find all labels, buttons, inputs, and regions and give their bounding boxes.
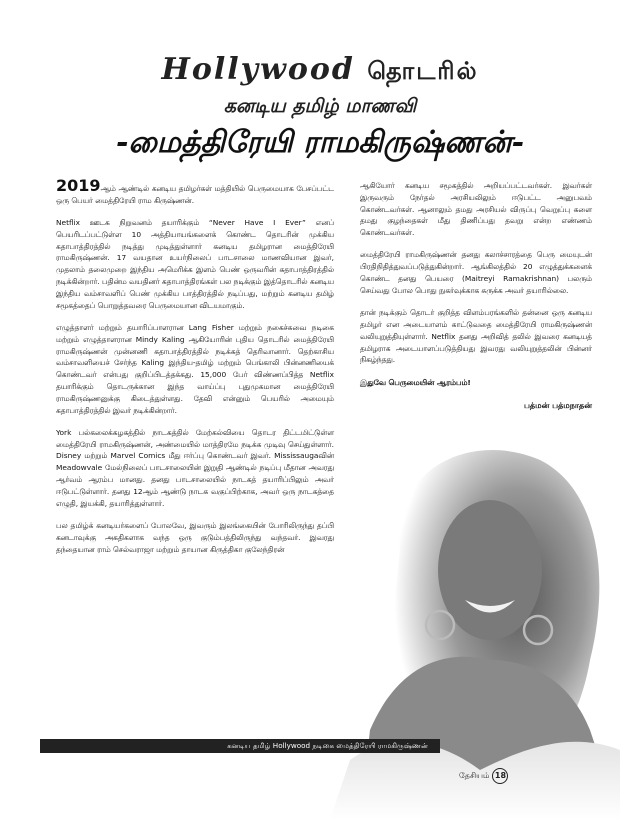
- paragraph: ஆகியோர் கனடிய சமூகத்தில் அறியப்பட்டவர்கள். இவர்கள் இருவரும் நேர்தல் அரசியலிலும் ஈடுபட்ட அனுபவம் கொண்டவர்கள். ஆனாலும் தமது அரசியல் விருப்பு வெறுப்பு களை தமது குழந்தைகள் மீது திணிப்பது தவறு என்ற எண்ணம் கொண்டவர்கள்.: [360, 181, 592, 238]
- photo-caption: கனடிய தமிழ் Hollywood நடிகை மைத்திரேயி ராமகிருஷ்ணன்: [40, 739, 440, 753]
- closing-line: இதுவே பெருமையின் ஆரம்பம்!: [360, 377, 471, 387]
- left-column: [56, 176, 334, 566]
- author-byline: பத்மன் பத்மநாதன்: [523, 401, 592, 411]
- paragraph: Netflix ஊடக நிறுவனம் தயாரிக்கும் “Never Have I Ever” எனப் பெயரிடப்பட்டுள்ள 10 அத்தியாயங்களைக் கொண்ட தொடரின் முக்கிய கதாபாத்திரத்தில் நடித்து முடித்துள்ளார் கனடிய தமிழரான மைத்திரேயி ராமகிருஷ்ணன். 17 வயதான உயர்நிலைப் பாடசாலை மாணவியான இவர், முதலாம் தலைமுறை இந்திய அமெரிக்க இளம் பெண் ஒருவரின் கதாபாத்திரத்தில் நடிக்கின்றார். பதின்ம வயதினர் கதாபாத்திரங்கள் பல நடிக்கும் இத்தொடரில் கனடிய இந்திய வம்சாவளிப் பெண் முக்கிய பாத்திரத்தில் நடிப்பது, மற்றும் கனடிய தமிழ் சமூகத்தைப் பொறுத்தவரை பெருமையான விடயமாகும்.: [56, 218, 334, 310]
- magazine-name: தேசியம்: [459, 771, 490, 780]
- headline-series: தொடரில்: [367, 56, 479, 85]
- page-number: 18: [492, 768, 508, 784]
- paragraph: மைத்திரேயி ராமகிருஷ்ணன் தனது கலாச்சாரத்தை பெரு மையுடன் பிரதிநிதித்துவப்படுத்துகின்றார். ஆங்கிலத்தில் 20 எழுத்துக்களைக் கொண்ட தனது பெயரை (Maitreyi Ramakrishnan) பலரும் செய்வது போல பொது நுகர்வுக்காக சுருக்க அவர் தயாரில்லை.: [360, 250, 592, 295]
- intro-year: 2019: [56, 176, 101, 195]
- headline-name: -மைத்திரேயி ராமகிருஷ்ணன்-: [115, 125, 525, 160]
- intro-paragraph: [56, 176, 334, 207]
- headline-hollywood: Hollywood: [161, 52, 355, 87]
- headline-line2: கனடிய தமிழ் மாணவி: [223, 95, 417, 117]
- article-header: [0, 52, 640, 163]
- paragraph: பல தமிழ்க் கனடியர்களைப் போலவே, இவரும் இலங்கையின் போரிலிருந்து தப்பி கனடாவுக்கு அகதிகளாக வந்த ஒரு குடும்பத்திலிருந்து வந்தவர். இவரது தந்தையான ராம் செல்வராஜா மற்றும் தாயான கிருத்திகா குலேந்திரன்: [56, 520, 334, 554]
- portrait-photo: [330, 430, 620, 820]
- paragraph: York பல்கலைக்கழகத்தில் நாடகத்தில் மேற்கல்வியை தொடர திட்டமிட்டுள்ள மைத்திரேயி ராமகிருஷ்ணன், அண்மையில் மாத்திரமே நடிக்க முடிவு செய்துள்ளார். Disney மற்றும் Marvel Comics மீது ஈர்ப்பு கொண்டவர் இவர். Mississaugaவின் Meadowvale மேல்நிலைப் பாடசாலையின் இறுதி ஆண்டில் நடிப்பு மீதான அவரது ஆர்வம் ஆரம்ப மானது. தனது பாடசாலையில் நாடகத் தயாரிப்பிலும் அவர் ஈடுபட்டுள்ளார். தனது 12ஆம் ஆண்டு நாடக வகுப்பிற்காக, அவர் ஒரு நாடகத்தை எழுதி, இயக்கி, தயாரித்துள்ளார்.: [56, 427, 334, 508]
- right-column: [360, 180, 592, 412]
- headline-line1: [0, 52, 640, 89]
- paragraph: எழுத்தாளர் மற்றும் தயாரிப்பாளரான Lang Fisher மற்றும் நகைச்சுவை நடிகை மற்றும் எழுத்தாளரான Mindy Kaling ஆகியோரின் புதிய தொடரில் மைத்திரேயி ராமகிருஷ்ணன் முன்னணி கதாபாத்திரத்தில் நடிக்கத் தெரிவானார். தெற்காசிய வம்சாவளியைச் சேர்ந்த Kaling இந்திய-தமிழ் மற்றும் பெங்காலி பின்னணியைக் கொண்டவர் என்பது குறிப்பிடத்தக்கது. 15,000 பேர் விண்ணப்பித்த Netflix தயாரிக்கும் தொடருக்கான இந்த வாய்ப்பு புதுமுகமான மைத்திரேயி ராமகிருஷ்ணனுக்கு கிடைத்துள்ளது. தேவி என்னும் பெயரில் அமையும் கதாபாத்திரத்தில் இவர் நடிக்கின்றார்.: [56, 322, 334, 415]
- paragraph: தான் நடிக்கும் தொடர் குறித்த விளம்பரங்களில் தன்னை ஒரு கனடிய தமிழர் என அடையாளம் காட்டுவதை மைத்திரேயி ராமகிருஷ்ணன் வலியுறுத்தியுள்ளார். Netflix தனது அறிவித் தலில் இவரை கனடியத் தமிழராக அடையாளப்படுத்தியது இவரது வலியுறுத்தலின் பின்னர் நிகழ்ந்தது.: [360, 308, 592, 365]
- page-footer: [459, 768, 508, 784]
- intro-text: ஆம் ஆண்டில் கனடிய தமிழர்கள் மத்தியில் பெருமையாக பேசப்பட்ட ஒரு பெயர் மைத்திரேயி ராம கிருஷ்ணன்.: [56, 184, 334, 205]
